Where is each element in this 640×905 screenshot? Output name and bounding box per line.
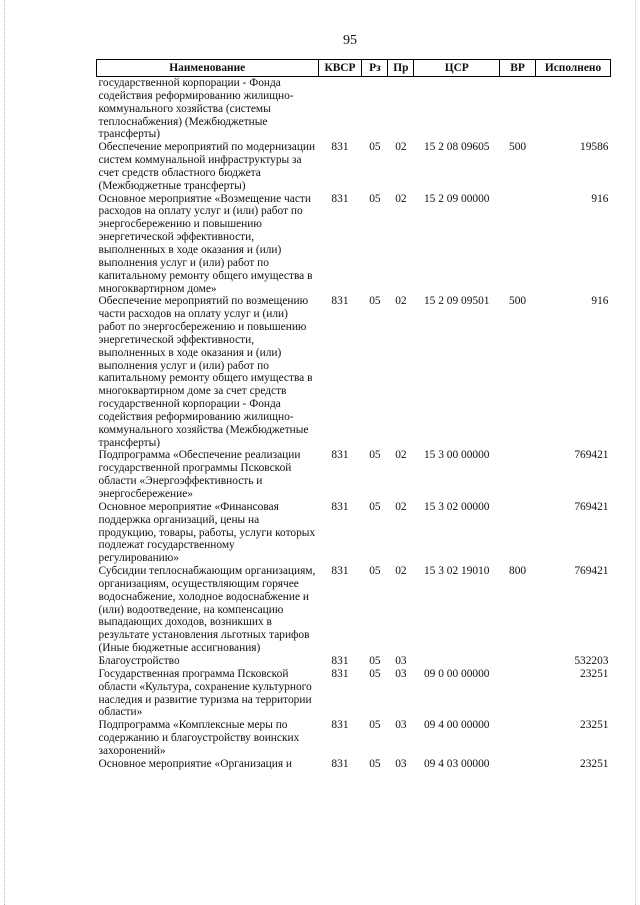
budget-table <box>96 59 611 771</box>
row-amount: 19586 <box>580 141 609 154</box>
row-amount: 23251 <box>580 757 609 770</box>
header-name: Наименование <box>97 60 319 77</box>
table-row <box>97 719 611 758</box>
row-rz: 05 <box>369 667 381 680</box>
row-name: Основное мероприятие «Возмещение части расходов на оплату услуг и (или) работ по энергосбережению и повышению энергетической эффективности, выполненных в ходе оказания и (или) выполнения услуг и (или) работ по капитальному ремонту общего имущества в многоквартирном доме» <box>98 192 313 295</box>
row-vr <box>500 655 536 668</box>
row-vr <box>500 501 536 565</box>
row-kvsr: 831 <box>331 141 349 154</box>
row-vr: 800 <box>509 565 527 578</box>
row-name: Подпрограмма «Комплексные меры по содержанию и благоустройству воинских захоронений» <box>98 719 300 757</box>
row-pr: 03 <box>395 719 407 732</box>
row-pr: 02 <box>395 295 407 308</box>
row-vr: 500 <box>509 141 527 154</box>
row-csr: 09 4 00 00000 <box>423 719 490 732</box>
row-csr: 15 3 02 19010 <box>423 565 490 578</box>
row-pr <box>388 77 414 142</box>
row-vr <box>500 77 536 142</box>
row-name: Обеспечение мероприятий по возмещению части расходов на оплату услуг и (или) работ по энергосбережению и повышению энергетической эффективности, выполненных в ходе оказания и (или) выполнения услуг и (или) работ по капитальному ремонту общего имущества в многоквартирном доме за счет средств государственной корпорации - Фонда содействия реформированию жилищно-коммунального хозяйства (Межбюджетные трансферты) <box>98 295 313 449</box>
header-csr: ЦСР <box>414 60 500 77</box>
row-vr <box>500 193 536 296</box>
row-kvsr: 831 <box>331 192 349 205</box>
row-pr: 02 <box>395 449 407 462</box>
row-name: Субсидии теплоснабжающим организациям, организациям, осуществляющим горячее водоснабжение, холодное водоснабжение и (или) водоотведение, на компенсацию выпадающих доходов, возникших в результате установления льготных тарифов (Иные бюджетные ассигнования) <box>98 565 316 655</box>
table-row <box>97 565 611 655</box>
row-vr: 500 <box>509 295 527 308</box>
row-kvsr <box>318 77 362 142</box>
row-pr: 02 <box>395 565 407 578</box>
row-csr <box>414 77 500 142</box>
header-pr: Пр <box>388 60 414 77</box>
row-vr <box>500 668 536 719</box>
page-number: 95 <box>343 33 357 48</box>
row-rz: 05 <box>369 757 381 770</box>
row-amount <box>536 77 611 142</box>
row-pr: 02 <box>395 141 407 154</box>
row-pr: 03 <box>395 654 407 667</box>
table-row <box>97 141 611 192</box>
row-csr: 09 4 03 00000 <box>423 757 490 770</box>
row-pr: 02 <box>395 500 407 513</box>
row-pr: 03 <box>395 757 407 770</box>
row-amount: 916 <box>591 295 609 308</box>
row-name: Благоустройство <box>98 654 180 667</box>
row-amount: 769421 <box>574 500 609 513</box>
row-vr <box>500 758 536 771</box>
row-name: Основное мероприятие «Финансовая поддержка организаций, цены на продукцию, товары, работы, услуги которых подлежат государственному регулированию» <box>98 500 316 565</box>
row-vr <box>500 449 536 500</box>
row-csr: 15 2 09 00000 <box>423 192 490 205</box>
row-amount: 23251 <box>580 667 609 680</box>
row-kvsr: 831 <box>331 565 349 578</box>
row-name: Государственная программа Псковской области «Культура, сохранение культурного наследия и развитие туризма на территории области» <box>98 667 312 719</box>
table-row <box>97 295 611 449</box>
header-vr: ВР <box>500 60 536 77</box>
row-kvsr: 831 <box>331 654 349 667</box>
row-rz: 05 <box>369 449 381 462</box>
header-rz: Рз <box>362 60 388 77</box>
right-scan-edge <box>635 0 637 905</box>
row-csr: 15 2 08 09605 <box>423 141 490 154</box>
header-amount: Исполнено <box>536 60 611 77</box>
row-csr: 15 3 00 00000 <box>423 449 490 462</box>
row-amount: 769421 <box>574 449 609 462</box>
row-rz: 05 <box>369 500 381 513</box>
table-header-row <box>97 60 611 77</box>
row-csr <box>414 655 500 668</box>
table-row <box>97 77 611 142</box>
table-row <box>97 501 611 565</box>
table-row <box>97 655 611 668</box>
row-pr: 03 <box>395 667 407 680</box>
row-amount: 532203 <box>574 654 609 667</box>
table-row <box>97 193 611 296</box>
row-rz: 05 <box>369 565 381 578</box>
row-rz: 05 <box>369 719 381 732</box>
header-kvsr: КВСР <box>318 60 362 77</box>
row-vr <box>500 719 536 758</box>
row-amount: 23251 <box>580 719 609 732</box>
row-name: Основное мероприятие «Организация и <box>98 757 293 770</box>
row-csr: 15 2 09 09501 <box>423 295 490 308</box>
row-pr: 02 <box>395 192 407 205</box>
table-row <box>97 449 611 500</box>
row-kvsr: 831 <box>331 295 349 308</box>
row-kvsr: 831 <box>331 449 349 462</box>
row-amount: 769421 <box>574 565 609 578</box>
row-csr: 15 3 02 00000 <box>423 500 490 513</box>
row-kvsr: 831 <box>331 500 349 513</box>
row-kvsr: 831 <box>331 719 349 732</box>
row-csr: 09 0 00 00000 <box>423 667 490 680</box>
row-rz: 05 <box>369 192 381 205</box>
row-rz <box>362 77 388 142</box>
table-row <box>97 668 611 719</box>
row-kvsr: 831 <box>331 757 349 770</box>
row-rz: 05 <box>369 295 381 308</box>
table-row <box>97 758 611 771</box>
row-amount: 916 <box>591 192 609 205</box>
row-name: Обеспечение мероприятий по модернизации систем коммунальной инфраструктуры за счет средств областного бюджета (Межбюджетные трансферты) <box>98 141 316 192</box>
row-rz: 05 <box>369 654 381 667</box>
row-rz: 05 <box>369 141 381 154</box>
row-kvsr: 831 <box>331 667 349 680</box>
row-name: Подпрограмма «Обеспечение реализации государственной программы Псковской области «Энергоэффективность и энергосбережение» <box>98 449 301 500</box>
row-name: государственной корпорации - Фонда содействия реформированию жилищно-коммунального хозяйства (системы теплоснабжения) (Межбюджетные трансферты) <box>98 77 294 141</box>
left-scan-edge <box>4 0 6 905</box>
